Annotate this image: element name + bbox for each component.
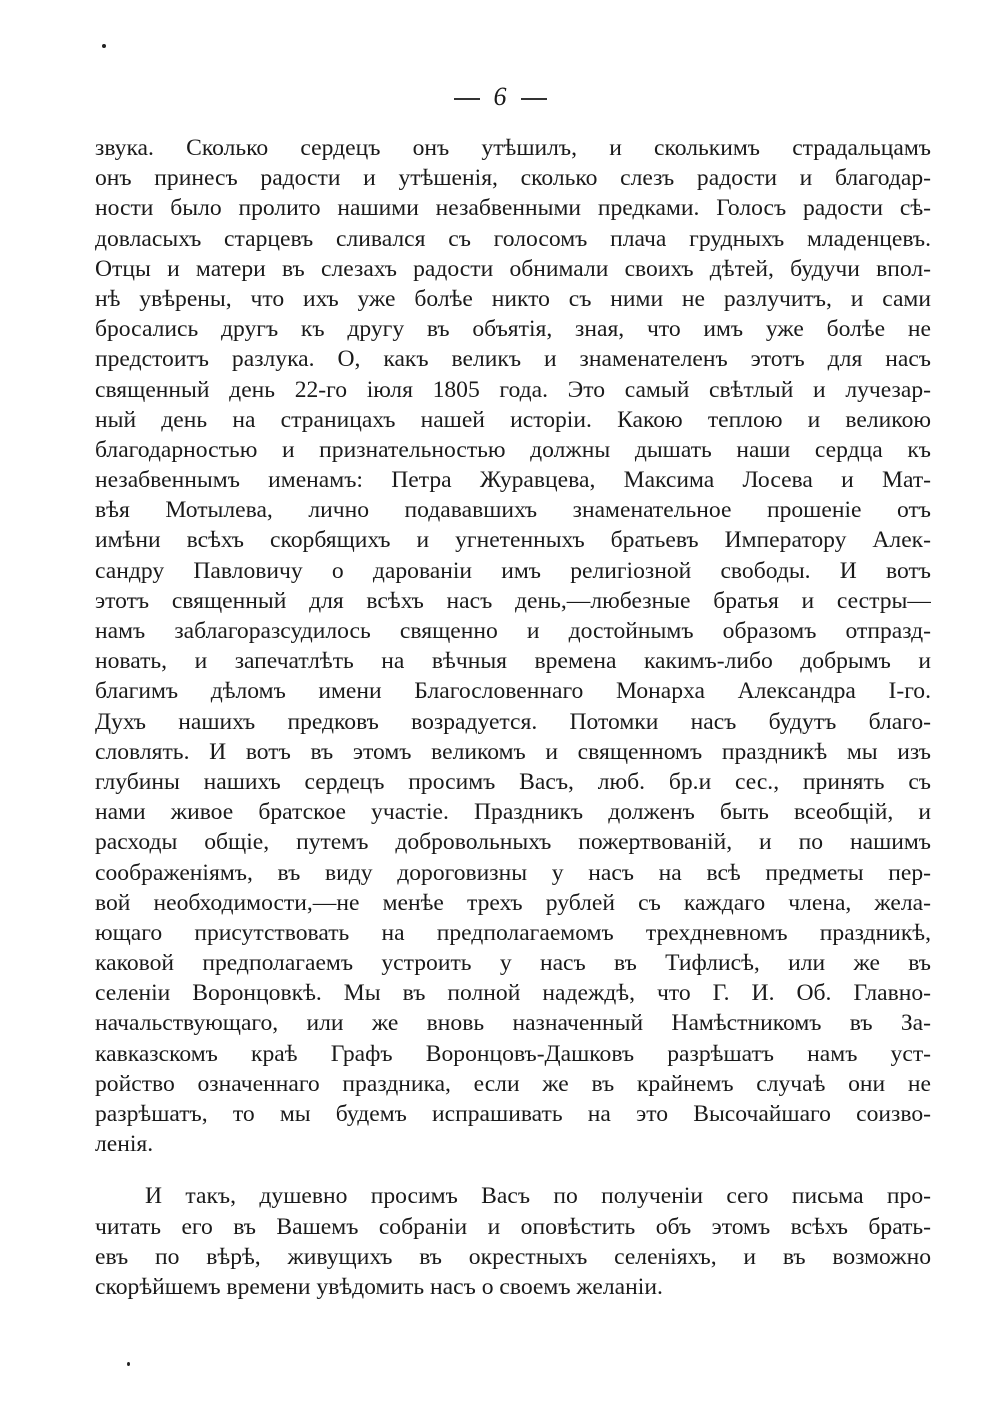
text-line: этотъ священный для всѣхъ насъ день,—любезные братья и сестры—	[95, 587, 931, 614]
text-line: Духъ нашихъ предковъ возрадуется. Потомки насъ будутъ благо-	[95, 708, 931, 735]
text-line: ленія.	[95, 1131, 154, 1158]
text-line: довласыхъ старцевъ сливался съ голосомъ плача грудныхъ младенцевъ.	[95, 225, 931, 252]
text-line: читать его въ Вашемъ собраніи и оповѣстить объ этомъ всѣхъ брать-	[95, 1213, 931, 1240]
text-line: селеніи Воронцовкѣ. Мы въ полной надеждѣ, что Г. И. Об. Главно-	[95, 980, 931, 1007]
text-line: Отцы и матери въ слезахъ радости обнимали своихъ дѣтей, будучи впол-	[95, 255, 931, 282]
text-line: благимъ дѣломъ имени Благословеннаго Монарха Александра I-го.	[95, 678, 931, 705]
text-line: ющаго присутствовать на предполагаемомъ трехдневномъ праздникѣ,	[95, 919, 931, 946]
paragraph	[95, 133, 931, 1159]
text-line: нѣ увѣрены, что ихъ уже болѣе никто съ ними не разлучитъ, и сами	[95, 285, 931, 312]
text-line: разрѣшатъ, то мы будемъ испрашивать на это Высочайшаго соизво-	[95, 1101, 931, 1127]
text-line: нами живое братское участіе. Праздникъ долженъ быть всеобщій, и	[95, 799, 931, 826]
ink-speck	[102, 44, 106, 48]
text-line: ный день на страницахъ нашей исторіи. Какою теплою и великою	[95, 406, 931, 433]
text-line: звука. Сколько сердецъ онъ утѣшилъ, и сколькимъ страдальцамъ	[95, 135, 931, 161]
text-line: словлять. И вотъ въ этомъ великомъ и священномъ праздникѣ мы изъ	[95, 738, 931, 765]
text-line: предстоитъ разлука. О, какъ великъ и знаменателенъ этотъ для насъ	[95, 346, 931, 373]
page-number-value: 6	[493, 82, 507, 111]
paragraph-gap	[95, 1159, 931, 1181]
text-line: скорѣйшемъ времени увѣдомить насъ о своемъ желаніи.	[95, 1273, 663, 1300]
text-line: соображеніямъ, въ виду дороговизны у насъ на всѣ предметы пер-	[95, 859, 931, 886]
text-line: новать, и запечатлѣть на вѣчныя времена какимъ-либо добрымъ и	[95, 648, 931, 675]
text-line: начальствующаго, или же вновь назначенный Намѣстникомъ въ За-	[95, 1010, 931, 1037]
text-line: евъ по вѣрѣ, живущихъ въ окрестныхъ селеніяхъ, и въ возможно	[95, 1243, 931, 1270]
body-text	[95, 133, 931, 1302]
text-line: незабвеннымъ именамъ: Петра Журавцева, Максима Лосева и Мат-	[95, 467, 931, 494]
text-line: сандру Павловичу о дарованіи имъ религіозной свободы. И вотъ	[95, 557, 931, 584]
text-line: ности было пролито нашими незабвенными предками. Голосъ радости сѣ-	[95, 195, 931, 222]
text-line: вѣя Мотылева, лично подававшихъ знаменательное прошеніе отъ	[95, 497, 931, 524]
text-line: И такъ, душевно просимъ Васъ по полученіи сего письма про-	[145, 1183, 931, 1210]
text-line: имѣни всѣхъ скорбящихъ и угнетенныхъ братьевъ Императору Алек-	[95, 527, 931, 554]
text-line: бросались другъ къ другу въ объятія, зная, что имъ уже болѣе не	[95, 316, 931, 343]
text-line: священный день 22-го іюля 1805 года. Это самый свѣтлый и лучезар-	[95, 376, 931, 403]
text-line: кавказскомъ краѣ Графъ Воронцовъ-Дашковъ разрѣшатъ намъ уст-	[95, 1040, 931, 1067]
paragraph	[95, 1181, 931, 1302]
text-line: онъ принесъ радости и утѣшенія, сколько слезъ радости и благодар-	[95, 165, 931, 192]
text-line: ройство означеннаго праздника, если же въ крайнемъ случаѣ они не	[95, 1070, 931, 1097]
text-line: расходы общіе, путемъ добровольныхъ пожертвованій, и по нашимъ	[95, 829, 931, 856]
text-line: каковой предполагаемъ устроить у насъ въ Тифлисѣ, или же въ	[95, 950, 931, 977]
text-line: вой необходимости,—не менѣе трехъ рублей съ каждаго члена, жела-	[95, 889, 931, 916]
text-line: благодарностью и признательностью должны дышать наши сердца къ	[95, 436, 931, 463]
text-line: глубины нашихъ сердецъ просимъ Васъ, люб. бр.и сес., принять съ	[95, 768, 931, 795]
dash-left	[454, 98, 480, 100]
page-number	[0, 82, 1000, 112]
ink-speck	[127, 1362, 130, 1366]
dash-right	[521, 98, 547, 100]
text-line: намъ заблагоразсудилось священно и достойнымъ образомъ отпразд-	[95, 618, 931, 644]
